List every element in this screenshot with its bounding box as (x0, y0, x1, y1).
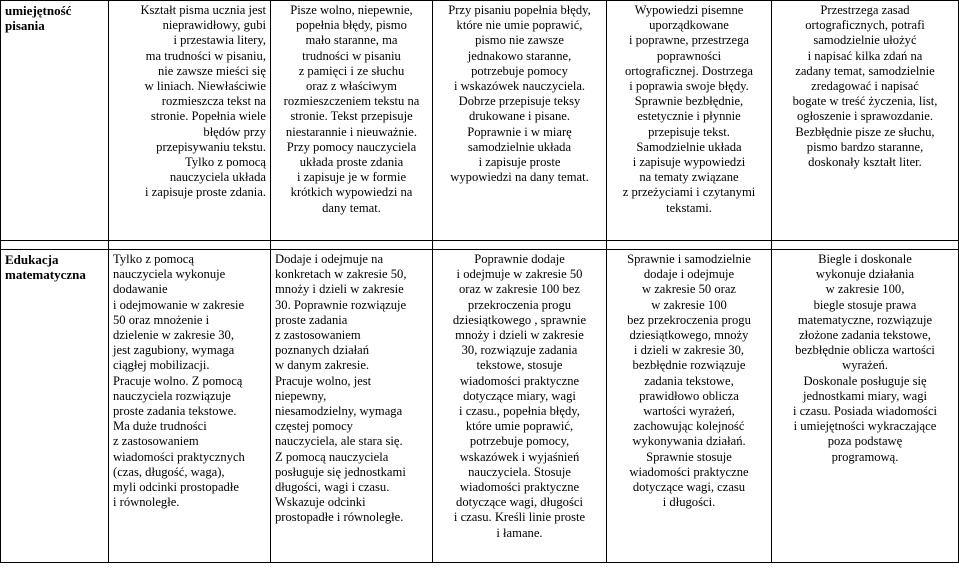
cell-text-line: z zastosowaniem (113, 434, 199, 449)
cell-text-line: pismo bardzo staranne, (806, 139, 924, 154)
cell-text-line: przepisywaniu tekstu. (156, 139, 266, 154)
cell-text-line: Poprawnie dodaje (474, 252, 565, 266)
cell-text-line: mało staranne, ma (305, 33, 398, 48)
cell-text-line: Tylko z pomocą (113, 252, 194, 266)
cell-text-line: Dodaje i odejmuje na (275, 252, 384, 266)
cell-text-line: w zakresie 100 (651, 297, 727, 312)
cell-text-line: 30, rozwiązuje zadania (461, 343, 578, 358)
cell-text-line: potrzebuje pomocy (471, 63, 568, 78)
cell-text-line: Ma duże trudności (113, 419, 207, 434)
cell-text-line: wiadomości praktycznych (113, 449, 245, 464)
level-cell (271, 250, 433, 563)
cell-text-line: i łamane. (496, 525, 543, 540)
cell-text-line: rozmieszcza tekst na (161, 94, 266, 109)
cell-text-line: Tylko z pomocą (185, 155, 266, 170)
cell-text-line: bezbłędnie oblicza wartości (795, 343, 935, 358)
cell-text-line: wiadomości praktyczne (629, 464, 749, 479)
cell-text-line: nauczyciela. Stosuje (468, 464, 571, 479)
cell-text-line: na tematy związane (639, 170, 739, 185)
cell-text-line: zadania tekstowe, (644, 373, 734, 388)
cell-text-line: i równoległe. (113, 495, 180, 510)
cell-text-line: wypowiedzi na dany temat. (450, 170, 589, 185)
cell-text-line: nieprawidłowy, gubi (162, 18, 266, 33)
cell-text-line: 50 oraz mnożenie i (113, 312, 210, 327)
cell-text-line: ma trudności w pisaniu, (145, 48, 266, 63)
cell-text-line: oraz w zakresie 100 bez (459, 282, 580, 297)
cell-text-line: i czasu., popełnia błędy, (459, 404, 580, 419)
cell-text-line: jednakowo staranne, (467, 48, 572, 63)
cell-text-line: Dobrze przepisuje teksy (458, 94, 581, 109)
cell-text-line: które umie poprawić, (465, 419, 574, 434)
cell-text-line: Z pomocą nauczyciela (275, 449, 389, 464)
cell-text-line: trudności w pisaniu (302, 48, 401, 63)
cell-text-line: wyrażeń. (842, 358, 888, 373)
cell-text-line: i dzieli w zakresie 30, (633, 343, 745, 358)
cell-text-line: wykonywania działań. (632, 434, 746, 449)
cell-text-line: ogłoszenie i sprawozdanie. (796, 109, 934, 124)
cell-text-line: dotyczące miary, wagi (463, 388, 576, 403)
cell-text-line: z pamięci i ze słuchu (298, 63, 405, 78)
cell-text-line: w liniach. Niewłaściwie (144, 79, 266, 94)
cell-text-line: jest zagubiony, wymaga (113, 343, 235, 358)
table-row-math (1, 250, 959, 563)
cell-text-line: Doskonale posługuje się (803, 373, 927, 388)
cell-text-line: nauczyciela rozwiązuje (113, 388, 231, 403)
cell-text-line: błędów przy (203, 124, 266, 139)
cell-text-line: i poprawia swoje błędy. (629, 79, 749, 94)
cell-text-line: poznanych działań (275, 343, 370, 358)
cell-text-line: krótkich wypowiedzi na (290, 185, 413, 200)
cell-text-line: niepewny, (275, 388, 327, 403)
cell-text-line: nie zawsze mieści się (157, 63, 266, 78)
cell-text-line: i odejmowanie w zakresie (113, 297, 245, 312)
cell-text-line: 30. Poprawnie rozwiązuje (275, 297, 407, 312)
cell-text-line: Sprawnie bezbłędnie, (634, 94, 744, 109)
cell-text-line: proste zadania (275, 312, 348, 327)
cell-text-line: bez przekroczenia progu (627, 312, 751, 327)
level-cell (772, 1, 959, 241)
cell-text-line: Przestrzega zasad (820, 3, 910, 17)
cell-text-line: Poprawnie i w miarę (467, 124, 572, 139)
cell-text-line: i poprawne, przestrzega (629, 33, 749, 48)
cell-text-line: mnoży i dzieli w zakresie (455, 328, 584, 343)
cell-text-line: i odejmuje w zakresie 50 (456, 267, 583, 282)
cell-text-line: oraz z właściwym (306, 79, 397, 94)
cell-text-line: niestarannie i nieuważnie. (285, 124, 418, 139)
cell-text-line: drukowane i pisane. (468, 109, 571, 124)
cell-text-line: doskonały kształt liter. (808, 155, 922, 170)
cell-text-line: konkretach w zakresie 50, (275, 267, 407, 282)
cell-text-line: Pracuje wolno. Z pomocą (113, 373, 243, 388)
row-separator (1, 241, 959, 250)
category-label-line: Edukacja (5, 252, 59, 267)
level-cell (607, 1, 772, 241)
level-cell (109, 1, 271, 241)
cell-text-line: samodzielnie układa (467, 139, 572, 154)
cell-text-line: Sprawnie stosuje (646, 449, 732, 464)
cell-text-line: wskazówek i wyjaśnień (459, 449, 580, 464)
cell-text-line: prawidłowo oblicza (639, 388, 739, 403)
cell-text-line: w zakresie 100, (825, 282, 905, 297)
cell-text-line: myli odcinki prostopadłe (113, 480, 239, 495)
cell-text-line: nauczyciela, ale stara się. (275, 434, 403, 449)
cell-text-line: bogate w treść życzenia, list, (792, 94, 938, 109)
cell-text-line: (czas, długość, waga), (113, 464, 225, 479)
cell-text-line: i zapisuje wypowiedzi (632, 155, 746, 170)
cell-text-line: Wypowiedzi pisemne (634, 3, 744, 17)
cell-text-line: układa proste zdania (299, 155, 404, 170)
cell-text-line: matematyczne, rozwiązuje (797, 312, 933, 327)
category-label-line: umiejętność (5, 3, 72, 18)
cell-text-line: Pisze wolno, niepewnie, (290, 3, 413, 17)
cell-text-line: dodawanie (113, 282, 168, 297)
cell-text-line: Przy pomocy nauczyciela (286, 139, 417, 154)
cell-text-line: rozmieszczeniem tekstu na (283, 94, 420, 109)
cell-text-line: Kształt pisma ucznia jest (140, 3, 266, 17)
cell-text-line: jednostkami miary, wagi (802, 388, 928, 403)
cell-text-line: samodzielnie ułożyć (813, 33, 917, 48)
cell-text-line: i wskazówek nauczyciela. (453, 79, 586, 94)
cell-text-line: z przeżyciami i czytanymi (622, 185, 756, 200)
cell-text-line: Przy pisaniu popełnia błędy, (448, 3, 591, 17)
cell-text-line: zachowując kolejność (633, 419, 745, 434)
cell-text-line: wiadomości praktyczne (459, 480, 580, 495)
level-cell (433, 250, 607, 563)
cell-text-line: w zakresie 50 oraz (641, 282, 737, 297)
cell-text-line: nauczyciela układa (169, 170, 266, 185)
cell-text-line: i zapisuje je w formie (296, 170, 407, 185)
cell-text-line: i czasu. Posiada wiadomości (792, 404, 938, 419)
cell-text-line: posługuje się jednostkami (275, 464, 406, 479)
level-cell (109, 250, 271, 563)
cell-text-line: z zastosowaniem (275, 328, 361, 343)
cell-text-line: w danym zakresie. (275, 358, 370, 373)
cell-text-line: niesamodzielny, wymaga (275, 404, 403, 419)
cell-text-line: Biegle i doskonale (818, 252, 912, 266)
table-row-writing (1, 1, 959, 241)
cell-text-line: Wskazuje odcinki (275, 495, 366, 510)
cell-text-line: przepisuje tekst. (648, 124, 730, 139)
cell-text-line: ciągłej mobilizacji. (113, 358, 210, 373)
category-label-line: matematyczna (5, 267, 86, 283)
cell-text-line: i napisać kilka zdań na (807, 48, 923, 63)
level-cell (433, 1, 607, 241)
cell-text-line: złożone zadania tekstowe, (799, 328, 931, 343)
cell-text-line: Pracuje wolno, jest (275, 373, 372, 388)
cell-text-line: dotyczące wagi, długości (456, 495, 583, 510)
cell-text-line: stronie. Tekst przepisuje (290, 109, 413, 124)
level-cell (607, 250, 772, 563)
cell-text-line: nauczyciela wykonuje (113, 267, 226, 282)
cell-text-line: Samodzielnie układa (636, 139, 742, 154)
cell-text-line: dodaje i odejmuje (643, 267, 735, 282)
cell-text-line: i zapisuje proste zdania. (145, 185, 266, 200)
cell-text-line: uporządkowane (649, 18, 729, 33)
cell-text-line: Sprawnie i samodzielnie (627, 252, 751, 266)
cell-text-line: dziesiątkowego , sprawnie (452, 312, 587, 327)
category-label-line: pisania (5, 18, 45, 34)
cell-text-line: mnoży i dzieli w zakresie (275, 282, 404, 297)
cell-text-line: częstej pomocy (275, 419, 353, 434)
cell-text-line: programową. (831, 449, 899, 464)
cell-text-line: estetycznie i płynnie (637, 109, 741, 124)
cell-text-line: dziesiątkowego, mnoży (629, 328, 749, 343)
cell-text-line: i czasu. Kreśli linie proste (453, 510, 586, 525)
cell-text-line: poza podstawę (827, 434, 903, 449)
cell-text-line: które nie umie poprawić, (456, 18, 583, 33)
cell-text-line: Bezbłędnie pisze ze słuchu, (795, 124, 935, 139)
cell-text-line: przekroczenia progu (467, 297, 572, 312)
cell-text-line: wykonuje działania (815, 267, 915, 282)
category-cell (1, 1, 109, 241)
level-cell (772, 250, 959, 563)
cell-text-line: biegle stosuje prawa (813, 297, 917, 312)
cell-text-line: i umiejętności wykraczające (793, 419, 937, 434)
cell-text-line: i przestawia litery, (173, 33, 266, 48)
cell-text-line: proste zadania tekstowe. (113, 404, 237, 419)
cell-text-line: dzielenie w zakresie 30, (113, 328, 234, 343)
cell-text-line: długości, wagi i czasu. (275, 480, 390, 495)
cell-text-line: tekstowe, stosuje (476, 358, 563, 373)
cell-text-line: i zapisuje proste (478, 155, 561, 170)
cell-text-line: poprawności (656, 48, 722, 63)
category-cell (1, 250, 109, 563)
cell-text-line: ortograficznych, potrafi (805, 18, 925, 33)
cell-text-line: zredagować i napisać (811, 79, 919, 94)
level-cell (271, 1, 433, 241)
cell-text-line: potrzebuje pomocy, (469, 434, 570, 449)
cell-text-line: wiadomości praktyczne (459, 373, 580, 388)
cell-text-line: prostopadłe i równoległe. (275, 510, 404, 525)
cell-text-line: ortograficznej. Dostrzega (625, 63, 753, 78)
cell-text-line: i długości. (662, 495, 716, 510)
cell-text-line: pismo nie zawsze (475, 33, 564, 48)
cell-text-line: dotyczące wagi, czasu (632, 480, 746, 495)
cell-text-line: wartości wyrażeń, (643, 404, 735, 419)
cell-text-line: stronie. Popełnia wiele (150, 109, 266, 124)
cell-text-line: popełnia błędy, pismo (296, 18, 407, 33)
cell-text-line: dany temat. (322, 200, 381, 215)
cell-text-line: zadany temat, samodzielnie (795, 63, 935, 78)
cell-text-line: bezbłędnie rozwiązuje (632, 358, 746, 373)
cell-text-line: tekstami. (666, 200, 712, 215)
